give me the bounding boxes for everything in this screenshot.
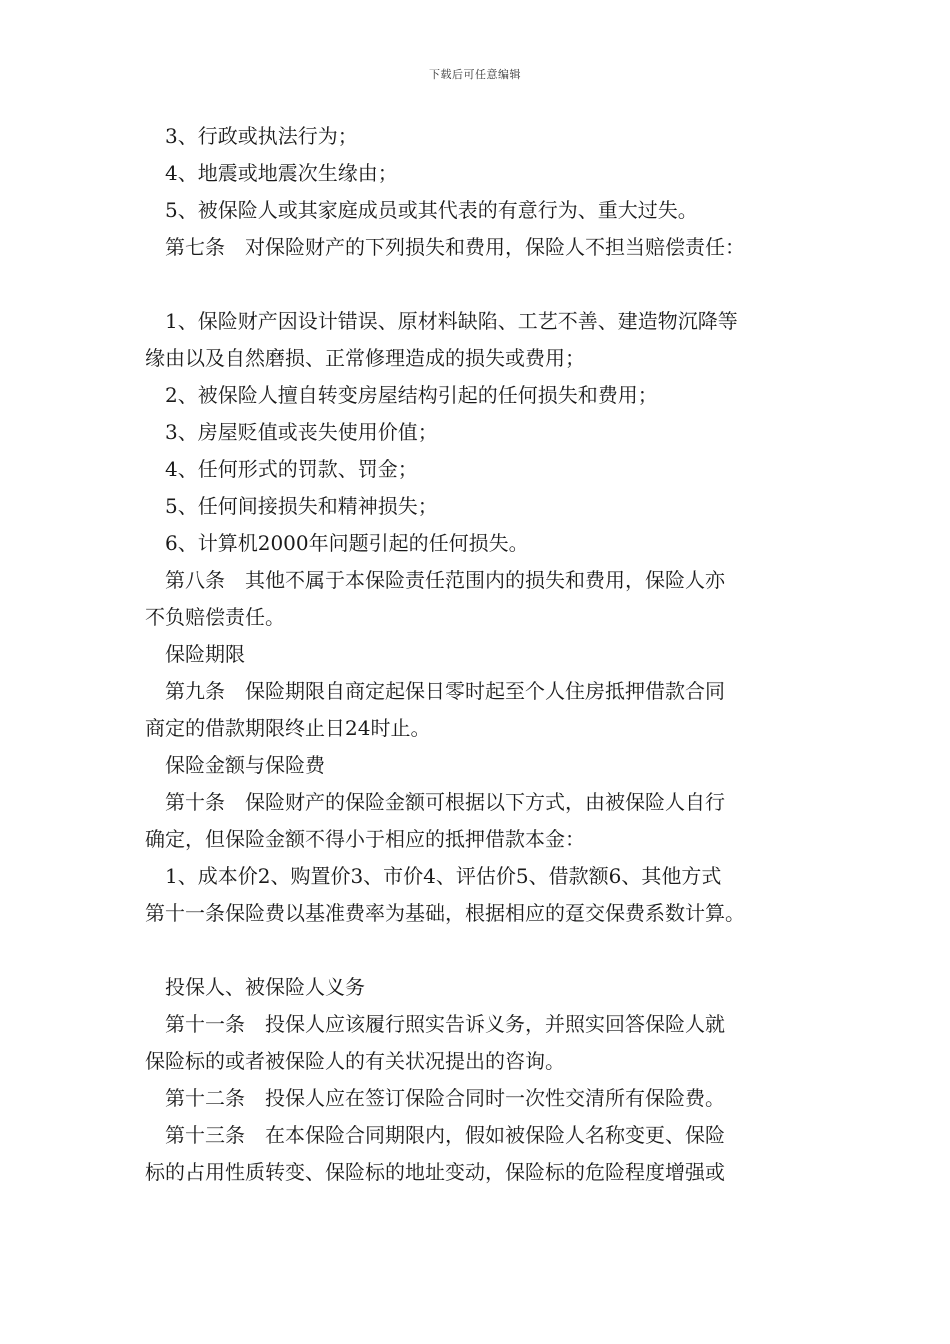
text-line: 商定的借款期限终止日24时止。 (145, 716, 431, 740)
blank-line (145, 932, 825, 969)
text-line: 1、成本价2、购置价3、市价4、评估价5、借款额6、其他方式 (165, 864, 722, 888)
blank-line (145, 266, 825, 303)
text-line: 3、行政或执法行为； (165, 124, 358, 148)
text-line: 6、计算机2000年问题引起的任何损失。 (165, 531, 529, 555)
text-line: 第十一条 投保人应该履行照实告诉义务，并照实回答保险人就 (165, 1012, 725, 1036)
document-body (145, 118, 825, 1191)
text-line: 不负赔偿责任。 (145, 605, 285, 629)
text-line: 保险期限 (165, 642, 245, 666)
text-line: 标的占用性质转变、保险标的地址变动，保险标的危险程度增强或 (145, 1160, 725, 1184)
text-line: 2、被保险人擅自转变房屋结构引起的任何损失和费用； (165, 383, 658, 407)
text-line: 第十二条 投保人应在签订保险合同时一次性交清所有保险费。 (165, 1086, 725, 1110)
text-line: 3、房屋贬值或丧失使用价值； (165, 420, 438, 444)
text-line: 4、地震或地震次生缘由； (165, 161, 398, 185)
text-line: 第十一条保险费以基准费率为基础，根据相应的趸交保费系数计算。 (145, 901, 745, 925)
text-line: 第九条 保险期限自商定起保日零时起至个人住房抵押借款合同 (165, 679, 725, 703)
text-line: 确定，但保险金额不得小于相应的抵押借款本金： (145, 827, 585, 851)
text-line: 第十三条 在本保险合同期限内，假如被保险人名称变更、保险 (165, 1123, 725, 1147)
text-line: 1、保险财产因设计错误、原材料缺陷、工艺不善、建造物沉降等 (165, 309, 738, 333)
text-line: 5、任何间接损失和精神损失； (165, 494, 438, 518)
text-line: 缘由以及自然磨损、正常修理造成的损失或费用； (145, 346, 585, 370)
text-line: 4、任何形式的罚款、罚金； (165, 457, 418, 481)
text-line: 5、被保险人或其家庭成员或其代表的有意行为、重大过失。 (165, 198, 698, 222)
text-line: 保险标的或者被保险人的有关状况提出的咨询。 (145, 1049, 565, 1073)
page-header: 下载后可任意编辑 (429, 68, 521, 81)
text-line: 投保人、被保险人义务 (165, 975, 365, 999)
text-line: 第七条 对保险财产的下列损失和费用，保险人不担当赔偿责任： (165, 235, 745, 259)
text-line: 保险金额与保险费 (165, 753, 325, 777)
text-line: 第十条 保险财产的保险金额可根据以下方式，由被保险人自行 (165, 790, 725, 814)
text-line: 第八条 其他不属于本保险责任范围内的损失和费用，保险人亦 (165, 568, 725, 592)
